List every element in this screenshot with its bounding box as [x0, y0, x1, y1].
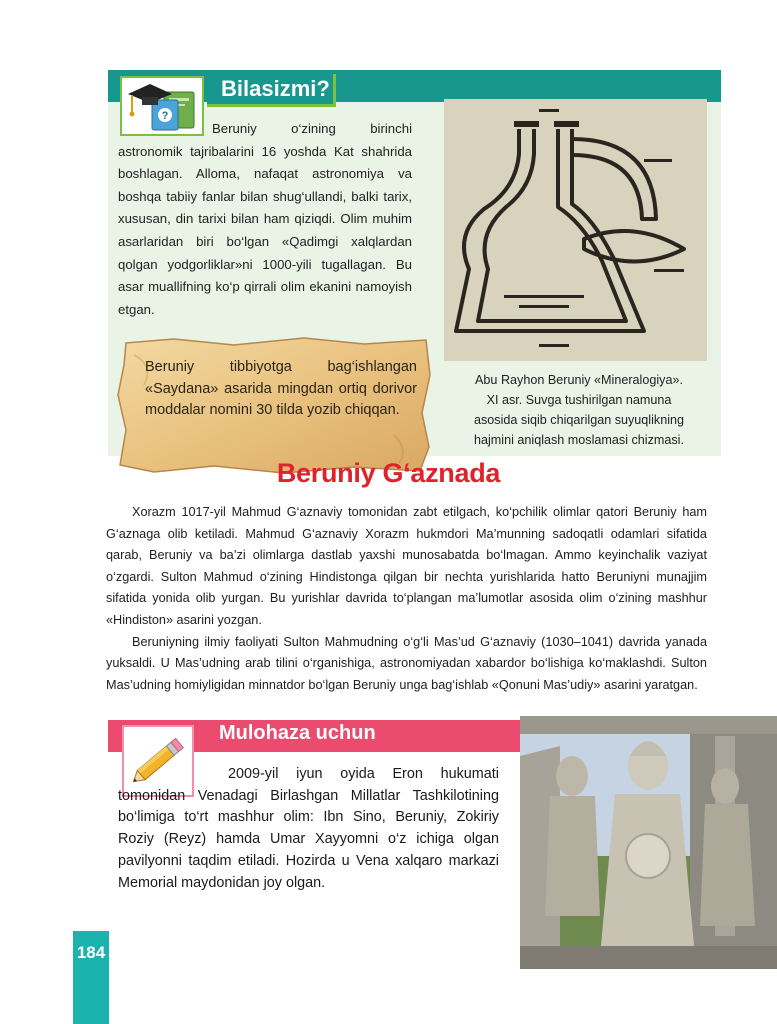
mulohaza-title: Mulohaza uchun [219, 722, 376, 744]
caption-line: hajmini aniqlash moslamasi chizmasi. [474, 433, 684, 447]
caption-line: Abu Rayhon Beruniy «Mineralogiya». [475, 373, 683, 387]
bilasizmi-title: Bilasizmi? [221, 76, 330, 101]
caption-line: asosida siqib chiqarilgan suyuqlikning [473, 413, 685, 427]
bilasizmi-paragraph: Beruniy o‘zining birinchi astronomik tajribalarini 16 yoshda Kat shahrida boshlagan. Alloma, nafaqat astronomiya va boshqa tabiiy fanlar bilan shug‘ullandi, balki tarix, xususan, din tarixi bilan ham qiziqdi. Olim muhim asarlaridan biri bo‘lgan «Qadimgi xalqlardan qolgan yodgorliklar»ni 1000-yili tugallagan. Bu asar muallifning ko‘p qirrali olim ekanini namoyish etgan. [118, 121, 412, 317]
mineralogy-drawing-image [444, 99, 707, 361]
section-title: Beruniy G‘aznada [276, 458, 501, 488]
figure-caption [446, 370, 712, 450]
caption-line: XI asr. Suvga tushirilgan namuna [486, 393, 672, 407]
parchment-note-text: Beruniy tibbiyotga bag‘ishlangan «Saydana» asarida mingdan ortiq dorivor moddalar nomini 30 tilda yozib chiqqan. [145, 359, 417, 418]
svg-text:?: ? [161, 110, 169, 122]
mulohaza-paragraph: 2009-yil iyun oyida Eron hukumati tomonidan Venadagi Birlashgan Millatlar Tashkilotining bo‘limiga to‘rt mashhur olim: Ibn Sino, Beruniy, Zokiriy Roziy (Reyz) hamda Umar Xayyomni o‘z ichiga olgan pavilyonni taqdim etiladi. Hozirda u Vena xalqaro markazi Memorial maydonidan joy olgan. [118, 766, 499, 891]
section-body [106, 502, 707, 696]
scholars-pavilion-photo [520, 716, 777, 969]
body-paragraph: Xorazm 1017-yil Mahmud G‘aznaviy tomonidan zabt etilgach, ko‘pchilik olimlar qatori Beruniy ham G‘aznaga olib ketiladi. Mahmud G‘aznaviy Xorazm hukmdori Ma’munning sadoqatli odamlari sifatida qarab, Beruniy va ba’zi olimlarga dastlab yaxshi munosabatda bo‘lmagan. Ammo keyinchalik vaziyat o‘zgardi. Sulton Mahmud o‘zining Hindistonga qilgan bir nechta yurishlarida hatto Beruniyni munajjim sifatida yonida olib yurgan. Bu yurishlar davrida to‘plangan ma’lumotlar asosida olim o‘zining mashhur «Hindiston» asarini yozgan. [106, 505, 707, 627]
mulohaza-text [118, 764, 499, 894]
page-number: 184 [76, 943, 106, 962]
bilasizmi-text [118, 118, 412, 321]
body-paragraph: Beruniyning ilmiy faoliyati Sulton Mahmudning o‘g‘li Mas’ud G‘aznaviy (1030–1041) davrida yanada yuksaldi. U Mas’udning arab tilini o‘rganishiga, astronomiyadan xabardor bo‘lishiga ko‘maklashdi. Sulton Mas’udning homiyligidan minnatdor bo‘lgan Beruniy unga bag‘ishlab «Qonuni Mas’udiy» asarini yaratgan. [106, 634, 707, 692]
